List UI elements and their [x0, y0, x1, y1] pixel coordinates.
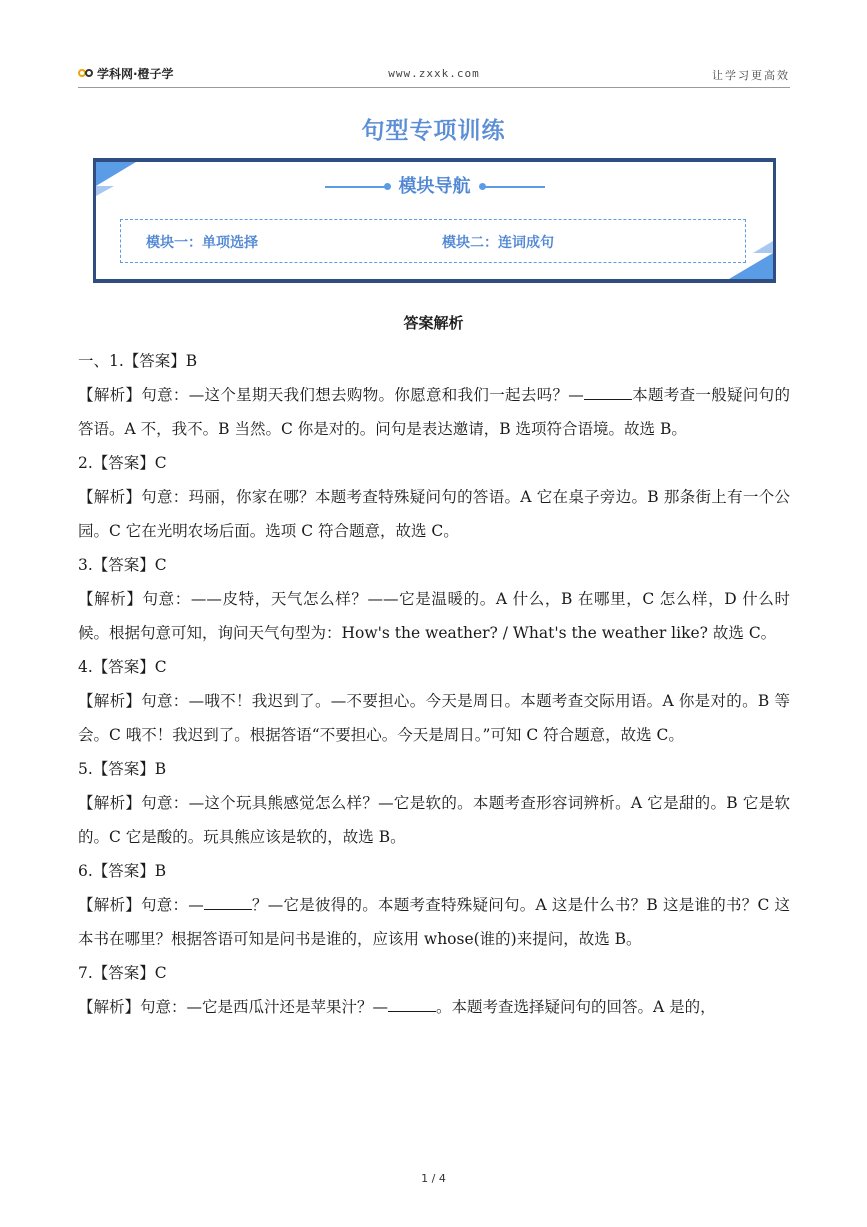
- heading-rule-right: [481, 186, 545, 188]
- module-list: [120, 219, 746, 263]
- answer-label: 6.【答案】B: [78, 862, 167, 880]
- module-link-2[interactable]: 模块二：连词成句: [442, 235, 554, 251]
- answer-label: 7.【答案】C: [78, 964, 167, 982]
- header-divider: [78, 87, 790, 88]
- answer-label: 一、1.【答案】B: [78, 352, 198, 370]
- site-url: www.zxxk.com: [388, 67, 480, 80]
- answer-list: [78, 344, 790, 1024]
- page-title: 句型专项训练: [361, 118, 506, 144]
- answer-blank: [388, 993, 436, 1012]
- nav-heading: [93, 172, 776, 198]
- nav-bottom-border: [93, 279, 776, 283]
- page-header: [78, 62, 790, 88]
- explanation: 【解析】句意：—哦不！我迟到了。—不要担心。今天是周日。本题考查交际用语。A 你是对的。B 等会。C 哦不！我迟到了。根据答语“不要担心。今天是周日。”可知 C 符合题意，故选 C。: [78, 692, 790, 744]
- answer-blank: [584, 381, 632, 400]
- corner-decoration: [753, 241, 773, 253]
- header-slogan: 让学习更高效: [712, 69, 790, 82]
- module-link-1[interactable]: 模块一：单项选择: [146, 235, 258, 251]
- explanation: 【解析】句意：—它是西瓜汁还是苹果汁？— 。本题考查选择疑问句的回答。A 是的，: [78, 990, 790, 1024]
- answer-label: 4.【答案】C: [78, 658, 167, 676]
- answer-label: 2.【答案】C: [78, 454, 167, 472]
- explanation: 【解析】句意：— ？—它是彼得的。本题考查特殊疑问句。A 这是什么书？B 这是谁的书？C 这本书在哪里？根据答语可知是问书是谁的，应该用 whose(谁的)来提问，故选 B。: [78, 888, 790, 956]
- nav-top-border: [93, 158, 776, 162]
- page-number: 1 / 4: [421, 1172, 446, 1185]
- explanation: 【解析】句意：—这个星期天我们想去购物。你愿意和我们一起去吗？— 本题考查一般疑问句的答语。A 不，我不。B 当然。C 你是对的。问句是表达邀请，B 选项符合语境。故选 B。: [78, 378, 790, 446]
- answer-label: 5.【答案】B: [78, 760, 167, 778]
- heading-rule-left: [325, 186, 389, 188]
- answer-blank: [204, 891, 252, 910]
- explanation: 【解析】句意：——皮特，天气怎么样？——它是温暖的。A 什么，B 在哪里，C 怎么样，D 什么时候。根据句意可知，询问天气句型为：How's the weather? / What's the weather like? 故选 C。: [78, 590, 790, 642]
- nav-heading-text: 模块导航: [398, 176, 471, 197]
- module-navigation-box: [93, 158, 776, 283]
- explanation: 【解析】句意：玛丽，你家在哪？本题考查特殊疑问句的答语。A 它在桌子旁边。B 那条街上有一个公园。C 它在光明农场后面。选项 C 符合题意，故选 C。: [78, 488, 790, 540]
- answer-heading: 答案解析: [403, 314, 464, 332]
- answer-label: 3.【答案】C: [78, 556, 167, 574]
- logo-text: 学科网·橙子学: [97, 67, 174, 81]
- explanation: 【解析】句意：—这个玩具熊感觉怎么样？—它是软的。本题考查形容词辨析。A 它是甜的。B 它是软的。C 它是酸的。玩具熊应该是软的，故选 B。: [78, 794, 790, 846]
